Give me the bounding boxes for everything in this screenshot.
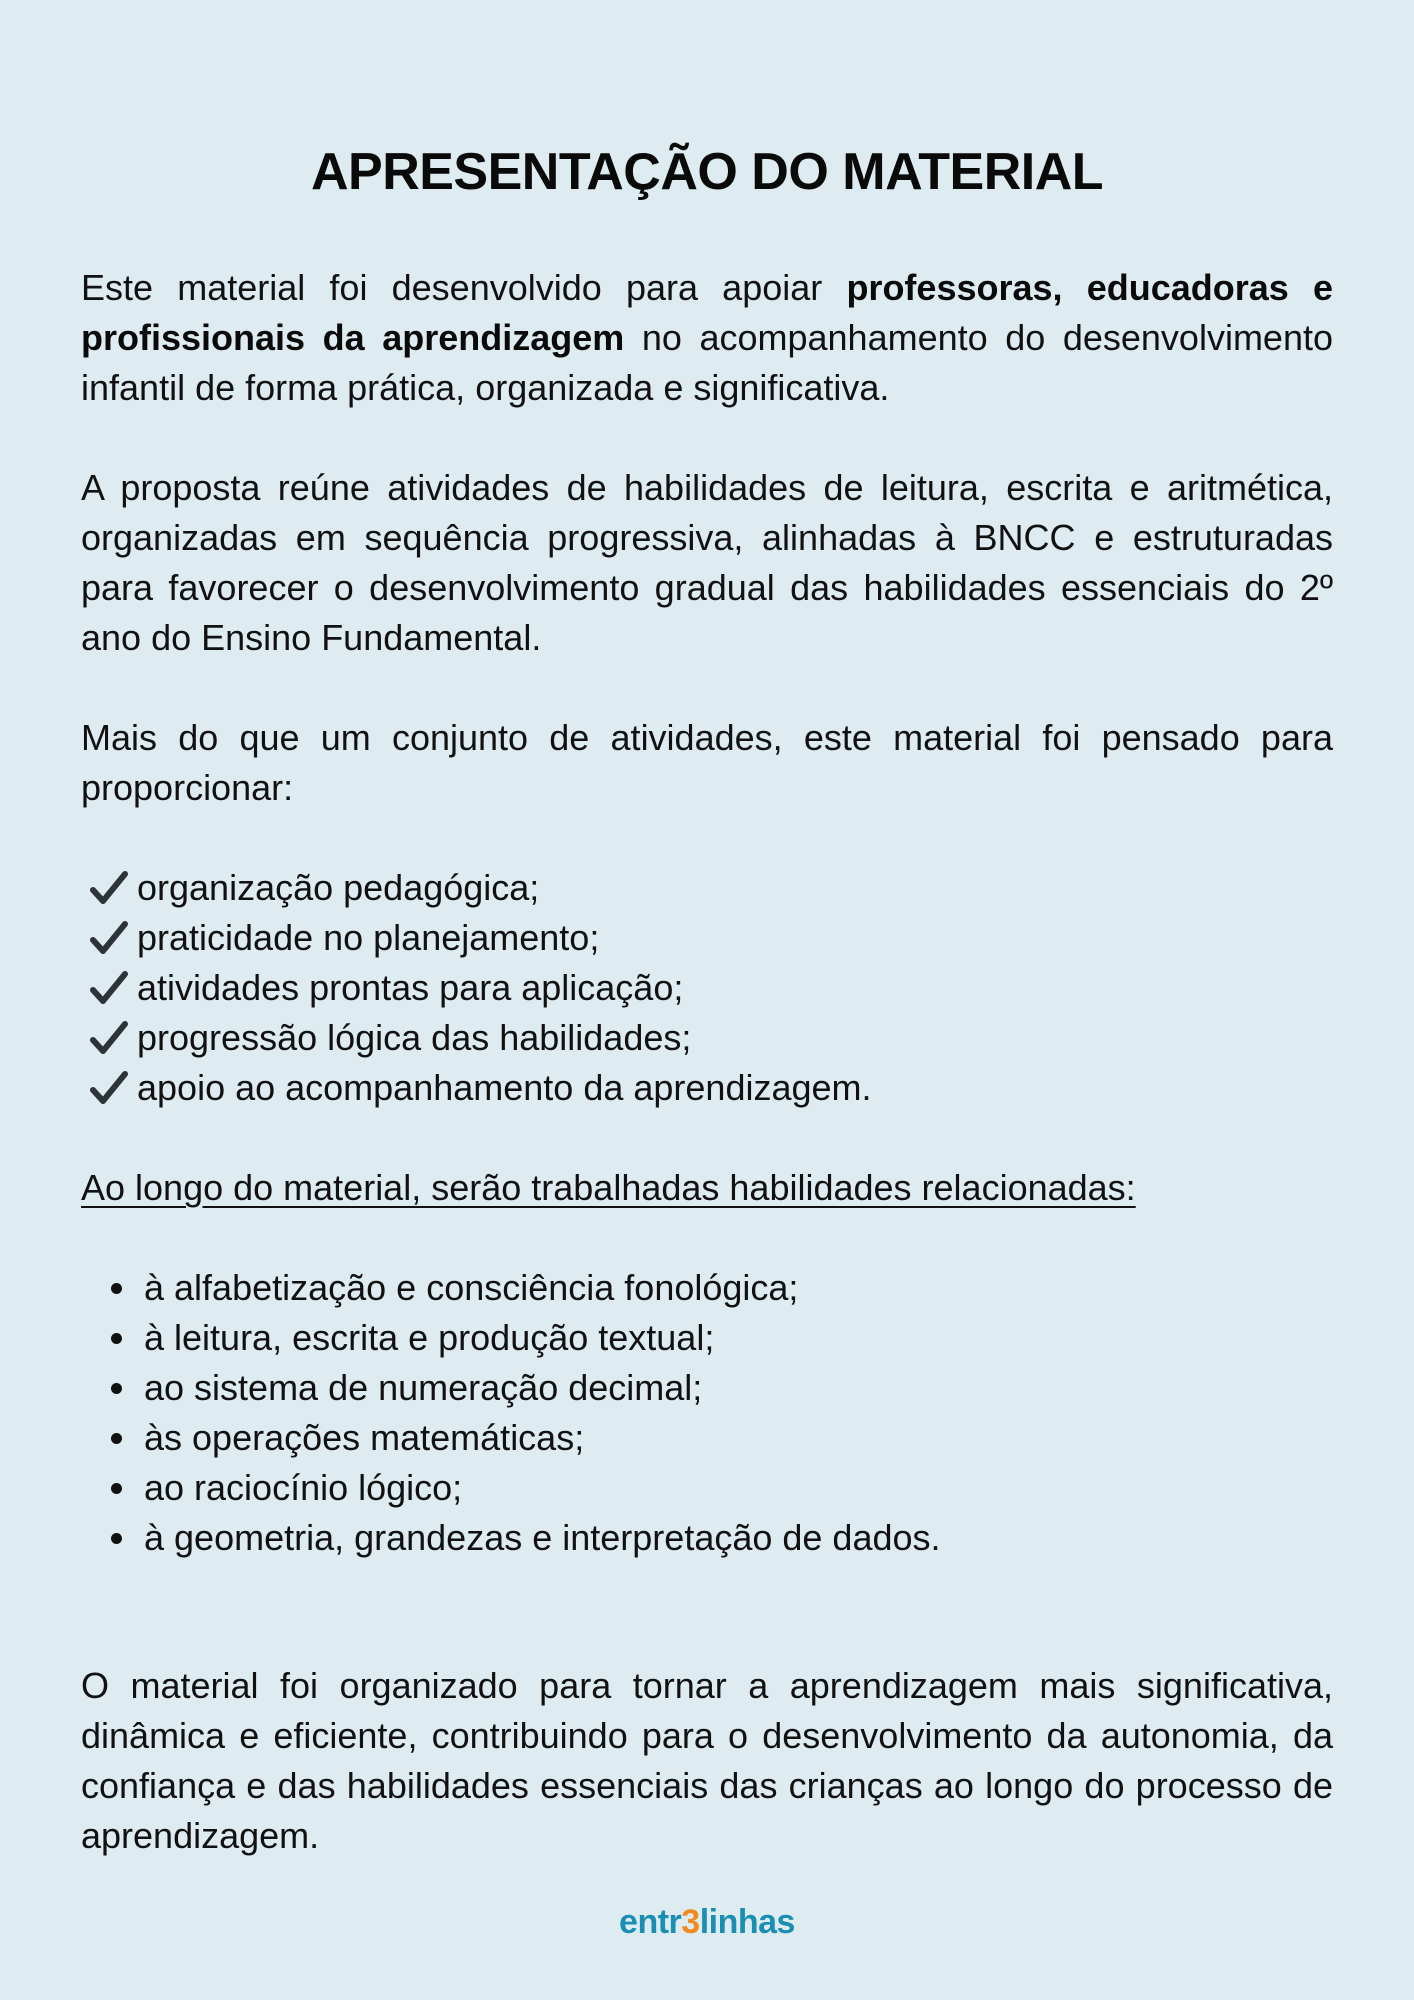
closing-paragraph: O material foi organizado para tornar a aprendizagem mais significativa, dinâmica e eficiente, contribuindo para o desenvolvimento da autonomia, da confiança e das habilidades essenciais das crianças ao longo do processo de aprendizagem. xyxy=(81,1665,1333,1856)
skills-list-item xyxy=(81,1513,1333,1563)
skills-list xyxy=(81,1263,1333,1563)
check-icon xyxy=(89,968,129,1008)
checklist-item-label: progressão lógica das habilidades; xyxy=(137,1017,692,1058)
checklist-item-label: apoio ao acompanhamento da aprendizagem. xyxy=(137,1067,872,1108)
skills-item-label: à alfabetização e consciência fonológica; xyxy=(144,1267,799,1308)
checklist-item xyxy=(81,913,1333,963)
checklist-item-label: atividades prontas para aplicação; xyxy=(137,967,684,1008)
benefits-checklist xyxy=(81,863,1333,1113)
document-page xyxy=(81,0,1333,2000)
bullet-dot-icon xyxy=(111,1433,122,1444)
skills-heading: Ao longo do material, serão trabalhadas habilidades relacionadas: xyxy=(81,1167,1136,1208)
checklist-item xyxy=(81,1013,1333,1063)
skills-list-item xyxy=(81,1363,1333,1413)
proposal-paragraph: A proposta reúne atividades de habilidades de leitura, escrita e aritmética, organizadas em sequência progressiva, alinhadas à BNCC e estruturadas para favorecer o desenvolvimento gradual das habilidades essenciais do 2º ano do Ensino Fundamental. xyxy=(81,467,1333,658)
checklist-item xyxy=(81,963,1333,1013)
check-icon xyxy=(89,1068,129,1108)
intro-paragraph xyxy=(81,263,1333,413)
checklist-item xyxy=(81,863,1333,913)
intro-text-after: no acompanhamento do desenvolvimento infantil de forma prática, organizada e significativa. xyxy=(81,317,1333,408)
bullet-dot-icon xyxy=(111,1333,122,1344)
skills-item-label: ao raciocínio lógico; xyxy=(144,1467,463,1508)
checklist-item-label: praticidade no planejamento; xyxy=(137,917,600,958)
brand-logo xyxy=(81,1902,1333,1942)
skills-item-label: às operações matemáticas; xyxy=(144,1417,585,1458)
bullet-dot-icon xyxy=(111,1383,122,1394)
check-icon xyxy=(89,918,129,958)
bullet-dot-icon xyxy=(111,1533,122,1544)
bullet-dot-icon xyxy=(111,1483,122,1494)
skills-item-label: à geometria, grandezas e interpretação de dados. xyxy=(144,1517,941,1558)
logo-part-2: linhas xyxy=(699,1903,795,1941)
skills-list-item xyxy=(81,1413,1333,1463)
skills-item-label: à leitura, escrita e produção textual; xyxy=(144,1317,715,1358)
skills-list-item xyxy=(81,1263,1333,1313)
checklist-item xyxy=(81,1063,1333,1113)
more-than-paragraph: Mais do que um conjunto de atividades, este material foi pensado para proporcionar: xyxy=(81,717,1333,808)
intro-text-before: Este material foi desenvolvido para apoiar xyxy=(81,267,847,308)
intro-text-bold: professoras, educadoras e profissionais da aprendizagem xyxy=(81,267,1333,358)
logo-part-1: entr xyxy=(619,1903,682,1941)
bullet-dot-icon xyxy=(111,1283,122,1294)
skills-list-item xyxy=(81,1463,1333,1513)
skills-item-label: ao sistema de numeração decimal; xyxy=(144,1367,703,1408)
page-title: APRESENTAÇÃO DO MATERIAL xyxy=(310,143,1104,201)
checklist-item-label: organização pedagógica; xyxy=(137,867,540,908)
check-icon xyxy=(89,1018,129,1058)
logo-accent: 3 xyxy=(681,1903,700,1941)
skills-list-item xyxy=(81,1313,1333,1363)
check-icon xyxy=(89,868,129,908)
